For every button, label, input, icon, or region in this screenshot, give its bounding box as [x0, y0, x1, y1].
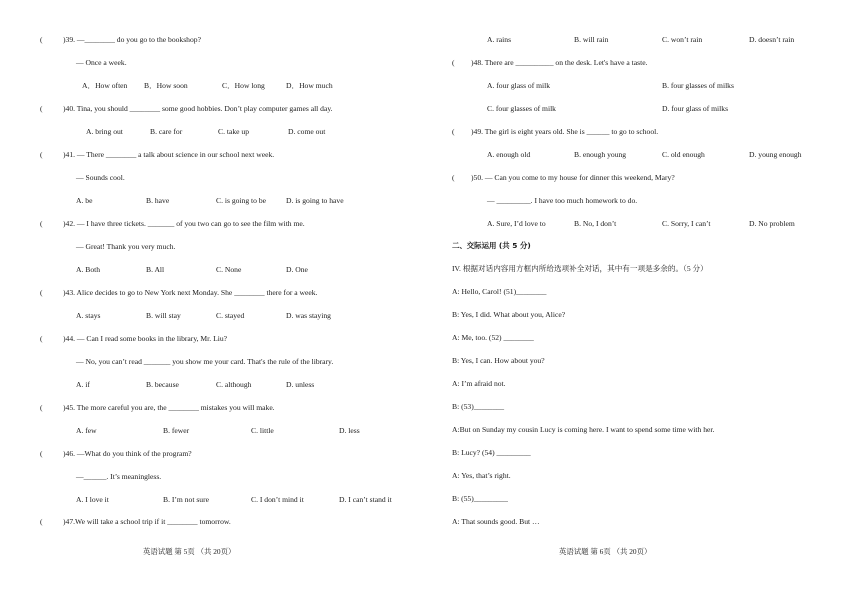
- question-text: )43. Alice decides to go to New York next Monday. She ________ there for a week.: [63, 288, 318, 297]
- q42-option-b: B. All: [146, 265, 165, 274]
- dialogue-line: A: Me, too. (52) ________: [452, 333, 534, 342]
- q40-option-d: D. come out: [288, 127, 326, 136]
- q43-option-b: B. will stay: [146, 311, 181, 320]
- q49-option-d: D. young enough: [749, 150, 802, 159]
- answer-paren: (: [40, 403, 43, 412]
- q46-option-c: C. I don’t mind it: [251, 495, 304, 504]
- question-text: )41. — There ________ a talk about science in our school next week.: [63, 150, 275, 159]
- q42-option-a: A. Both: [76, 265, 101, 274]
- answer-paren: (: [40, 334, 43, 343]
- q46-option-d: D. I can’t stand it: [339, 495, 392, 504]
- question-text: )47.We will take a school trip if it ________ tomorrow.: [63, 517, 231, 526]
- q43-option-c: C. stayed: [216, 311, 245, 320]
- question-44-reply: — No, you can’t read _______ you show me your card. That's the rule of the library.: [76, 357, 334, 366]
- answer-paren: (: [40, 517, 43, 526]
- right-page: [430, 0, 850, 607]
- q47-option-d: D. doesn’t rain: [749, 35, 795, 44]
- page-footer: 英语试题 第 6页 （共 20页）: [559, 547, 652, 556]
- answer-paren: (: [40, 35, 43, 44]
- q49-option-b: B. enough young: [574, 150, 627, 159]
- q50-option-a: A. Sure, I’d love to: [487, 219, 546, 228]
- q46-option-b: B. I’m not sure: [163, 495, 209, 504]
- answer-paren: (: [452, 58, 455, 67]
- q42-option-d: D. One: [286, 265, 308, 274]
- q50-option-d: D. No problem: [749, 219, 795, 228]
- dialogue-line: A: I’m afraid not.: [452, 379, 506, 388]
- question-text: )44. — Can I read some books in the library, Mr. Liu?: [63, 334, 228, 343]
- page-footer: 英语试题 第 5页 （共 20页）: [143, 547, 236, 556]
- question-39-reply: — Once a week.: [76, 58, 127, 67]
- answer-paren: (: [40, 104, 43, 113]
- q40-option-a: A. bring out: [86, 127, 123, 136]
- question-46-reply: —______. It’s meaningless.: [76, 472, 162, 481]
- q48-option-c: C. four glasses of milk: [487, 104, 556, 113]
- q44-option-b: B. because: [146, 380, 179, 389]
- dialogue-line: B: (53)________: [452, 402, 505, 411]
- section-title: 二、交际运用 (共 5 分): [452, 241, 531, 250]
- question-50-reply: — _________. I have too much homework to do.: [487, 196, 638, 205]
- q47-option-a: A. rains: [487, 35, 512, 44]
- q45-option-c: C. little: [251, 426, 274, 435]
- q41-option-b: B. have: [146, 196, 170, 205]
- answer-paren: (: [40, 219, 43, 228]
- q50-option-b: B. No, I don’t: [574, 219, 617, 228]
- q39-option-c: C．How long: [222, 81, 265, 90]
- q45-option-b: B. fewer: [163, 426, 190, 435]
- q41-option-d: D. is going to have: [286, 196, 344, 205]
- q45-option-d: D. less: [339, 426, 360, 435]
- q39-option-d: D．How much: [286, 81, 333, 90]
- q42-option-c: C. None: [216, 265, 242, 274]
- dialogue-line: A: Hello, Carol! (51)________: [452, 287, 547, 296]
- left-page: [0, 0, 420, 607]
- q44-option-c: C. although: [216, 380, 252, 389]
- question-42-reply: — Great! Thank you very much.: [76, 242, 176, 251]
- question-text: )46. —What do you think of the program?: [63, 449, 192, 458]
- q44-option-d: D. unless: [286, 380, 315, 389]
- q39-option-b: B．How soon: [144, 81, 188, 90]
- answer-paren: (: [40, 150, 43, 159]
- q41-option-c: C. is going to be: [216, 196, 266, 205]
- dialogue-line: A: Yes, that’s right.: [452, 471, 511, 480]
- q40-option-c: C. take up: [218, 127, 250, 136]
- q41-option-a: A. be: [76, 196, 93, 205]
- question-text: )42. — I have three tickets. _______ of you two can go to see the film with me.: [63, 219, 305, 228]
- answer-paren: (: [40, 288, 43, 297]
- q44-option-a: A. if: [76, 380, 90, 389]
- q43-option-d: D. was staying: [286, 311, 331, 320]
- dialogue-line: B: Yes, I did. What about you, Alice?: [452, 310, 566, 319]
- q47-option-b: B. will rain: [574, 35, 609, 44]
- q43-option-a: A. stays: [76, 311, 101, 320]
- question-text: )49. The girl is eight years old. She is ______ to go to school.: [471, 127, 659, 136]
- q40-option-b: B. care for: [150, 127, 183, 136]
- question-text: )40. Tina, you should ________ some good hobbies. Don’t play computer games all day.: [63, 104, 333, 113]
- question-text: )50. — Can you come to my house for dinner this weekend, Mary?: [471, 173, 675, 182]
- q49-option-c: C. old enough: [662, 150, 705, 159]
- dialogue-line: A: That sounds good. But …: [452, 517, 540, 526]
- q45-option-a: A. few: [76, 426, 97, 435]
- question-41-reply: — Sounds cool.: [76, 173, 125, 182]
- q49-option-a: A. enough old: [487, 150, 531, 159]
- question-text: )48. There are __________ on the desk. Let's have a taste.: [471, 58, 648, 67]
- answer-paren: (: [452, 127, 455, 136]
- answer-paren: (: [40, 449, 43, 458]
- q48-option-d: D. four glass of milks: [662, 104, 729, 113]
- section-instruction: IV. 根据对话内容用方框内所给选项补全对话，其中有一项是多余的。（5 分）: [452, 264, 708, 273]
- dialogue-line: B: Yes, I can. How about you?: [452, 356, 545, 365]
- question-text: )45. The more careful you are, the ________ mistakes you will make.: [63, 403, 275, 412]
- q48-option-a: A. four glass of milk: [487, 81, 551, 90]
- q48-option-b: B. four glasses of milks: [662, 81, 734, 90]
- q39-option-a: A．How often: [82, 81, 128, 90]
- q47-option-c: C. won’t rain: [662, 35, 703, 44]
- question-text: )39. —________ do you go to the bookshop?: [63, 35, 201, 44]
- dialogue-line: A:But on Sunday my cousin Lucy is coming here. I want to spend some time with her.: [452, 425, 715, 434]
- dialogue-line: B: (55)_________: [452, 494, 508, 503]
- q50-option-c: C. Sorry, I can’t: [662, 219, 711, 228]
- answer-paren: (: [452, 173, 455, 182]
- q46-option-a: A. I love it: [76, 495, 109, 504]
- dialogue-line: B: Lucy? (54) _________: [452, 448, 531, 457]
